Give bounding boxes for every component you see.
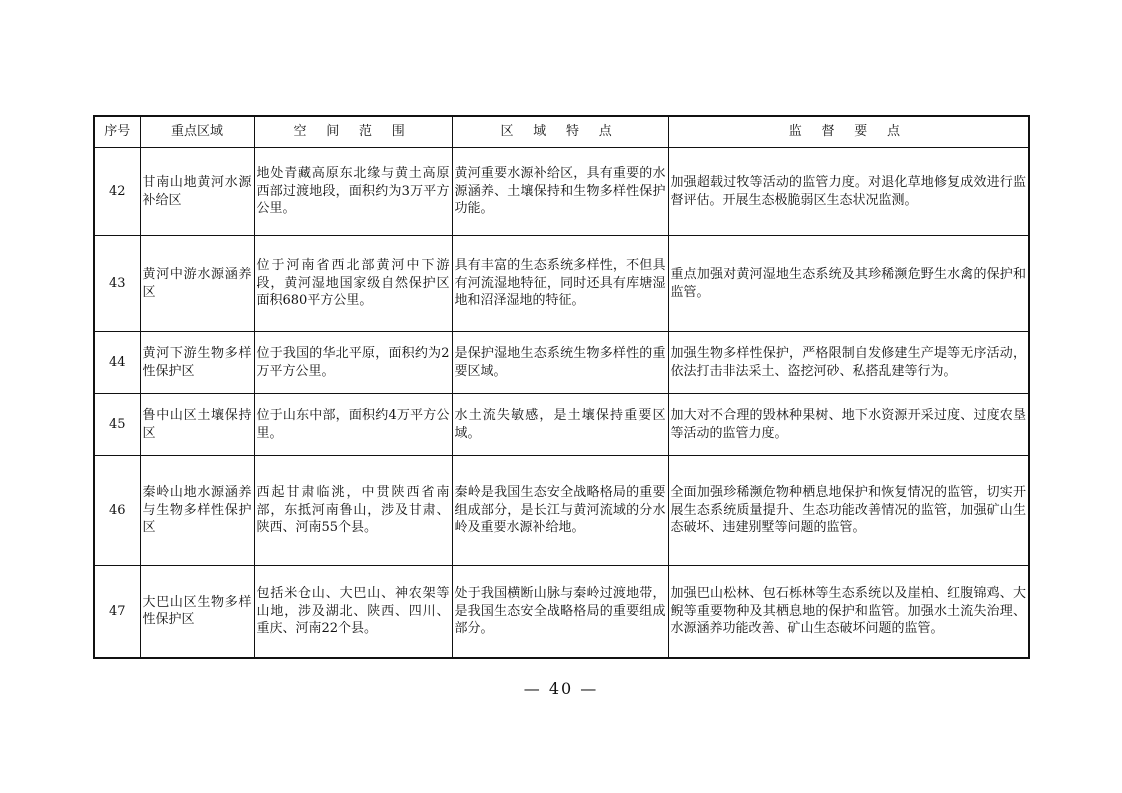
row-area-features: 是保护湿地生态系统生物多样性的重要区域。 — [452, 332, 668, 394]
row-number: 47 — [94, 566, 140, 658]
table-row — [94, 566, 1029, 658]
row-area-features: 水土流失敏感，是土壤保持重要区域。 — [452, 394, 668, 456]
table-row — [94, 332, 1029, 394]
table-row — [94, 394, 1029, 456]
header-key-area: 重点区域 — [140, 116, 254, 148]
table-row — [94, 148, 1029, 236]
row-spatial-scope: 西起甘肃临洮，中贯陕西省南部，东抵河南鲁山，涉及甘肃、陕西、河南55个县。 — [254, 456, 452, 566]
row-supervision-points: 全面加强珍稀濒危物种栖息地保护和恢复情况的监管，切实开展生态系统质量提升、生态功能改善情况的监管，加强矿山生态破坏、违建别墅等问题的监管。 — [668, 456, 1029, 566]
header-spatial-scope: 空 间 范 围 — [254, 116, 452, 148]
row-supervision-points: 加强超载过牧等活动的监管力度。对退化草地修复成效进行监督评估。开展生态极脆弱区生态状况监测。 — [668, 148, 1029, 236]
row-key-area: 大巴山区生物多样性保护区 — [140, 566, 254, 658]
row-number: 42 — [94, 148, 140, 236]
regional-supervision-table — [93, 115, 1030, 659]
row-spatial-scope: 位于我国的华北平原，面积约为2万平方公里。 — [254, 332, 452, 394]
row-supervision-points: 加强生物多样性保护，严格限制自发修建生产堤等无序活动，依法打击非法采土、盗挖河砂、私搭乱建等行为。 — [668, 332, 1029, 394]
row-number: 44 — [94, 332, 140, 394]
row-area-features: 具有丰富的生态系统多样性，不但具有河流湿地特征，同时还具有库塘湿地和沼泽湿地的特征。 — [452, 236, 668, 332]
row-key-area: 秦岭山地水源涵养与生物多样性保护区 — [140, 456, 254, 566]
row-area-features: 处于我国横断山脉与秦岭过渡地带，是我国生态安全战略格局的重要组成部分。 — [452, 566, 668, 658]
table-row — [94, 236, 1029, 332]
row-spatial-scope: 包括米仓山、大巴山、神农架等山地，涉及湖北、陕西、四川、重庆、河南22个县。 — [254, 566, 452, 658]
row-spatial-scope: 位于河南省西北部黄河中下游段，黄河湿地国家级自然保护区面积680平方公里。 — [254, 236, 452, 332]
row-key-area: 鲁中山区土壤保持区 — [140, 394, 254, 456]
row-spatial-scope: 地处青藏高原东北缘与黄土高原西部过渡地段，面积约为3万平方公里。 — [254, 148, 452, 236]
row-key-area: 甘南山地黄河水源补给区 — [140, 148, 254, 236]
row-supervision-points: 加大对不合理的毁林种果树、地下水资源开采过度、过度农垦等活动的监管力度。 — [668, 394, 1029, 456]
row-key-area: 黄河下游生物多样性保护区 — [140, 332, 254, 394]
row-area-features: 秦岭是我国生态安全战略格局的重要组成部分，是长江与黄河流域的分水岭及重要水源补给地。 — [452, 456, 668, 566]
row-area-features: 黄河重要水源补给区，具有重要的水源涵养、土壤保持和生物多样性保护功能。 — [452, 148, 668, 236]
table-header-row — [94, 116, 1029, 148]
row-number: 43 — [94, 236, 140, 332]
row-number: 46 — [94, 456, 140, 566]
header-serial-number: 序号 — [94, 116, 140, 148]
header-area-features: 区 域 特 点 — [452, 116, 668, 148]
header-supervision-points: 监 督 要 点 — [668, 116, 1029, 148]
row-supervision-points: 重点加强对黄河湿地生态系统及其珍稀濒危野生水禽的保护和监管。 — [668, 236, 1029, 332]
row-supervision-points: 加强巴山松林、包石栎林等生态系统以及崖柏、红腹锦鸡、大鲵等重要物种及其栖息地的保护和监管。加强水土流失治理、水源涵养功能改善、矿山生态破坏问题的监管。 — [668, 566, 1029, 658]
row-spatial-scope: 位于山东中部，面积约4万平方公里。 — [254, 394, 452, 456]
row-key-area: 黄河中游水源涵养区 — [140, 236, 254, 332]
table-row — [94, 456, 1029, 566]
row-number: 45 — [94, 394, 140, 456]
page-number: — 40 — — [523, 679, 599, 698]
